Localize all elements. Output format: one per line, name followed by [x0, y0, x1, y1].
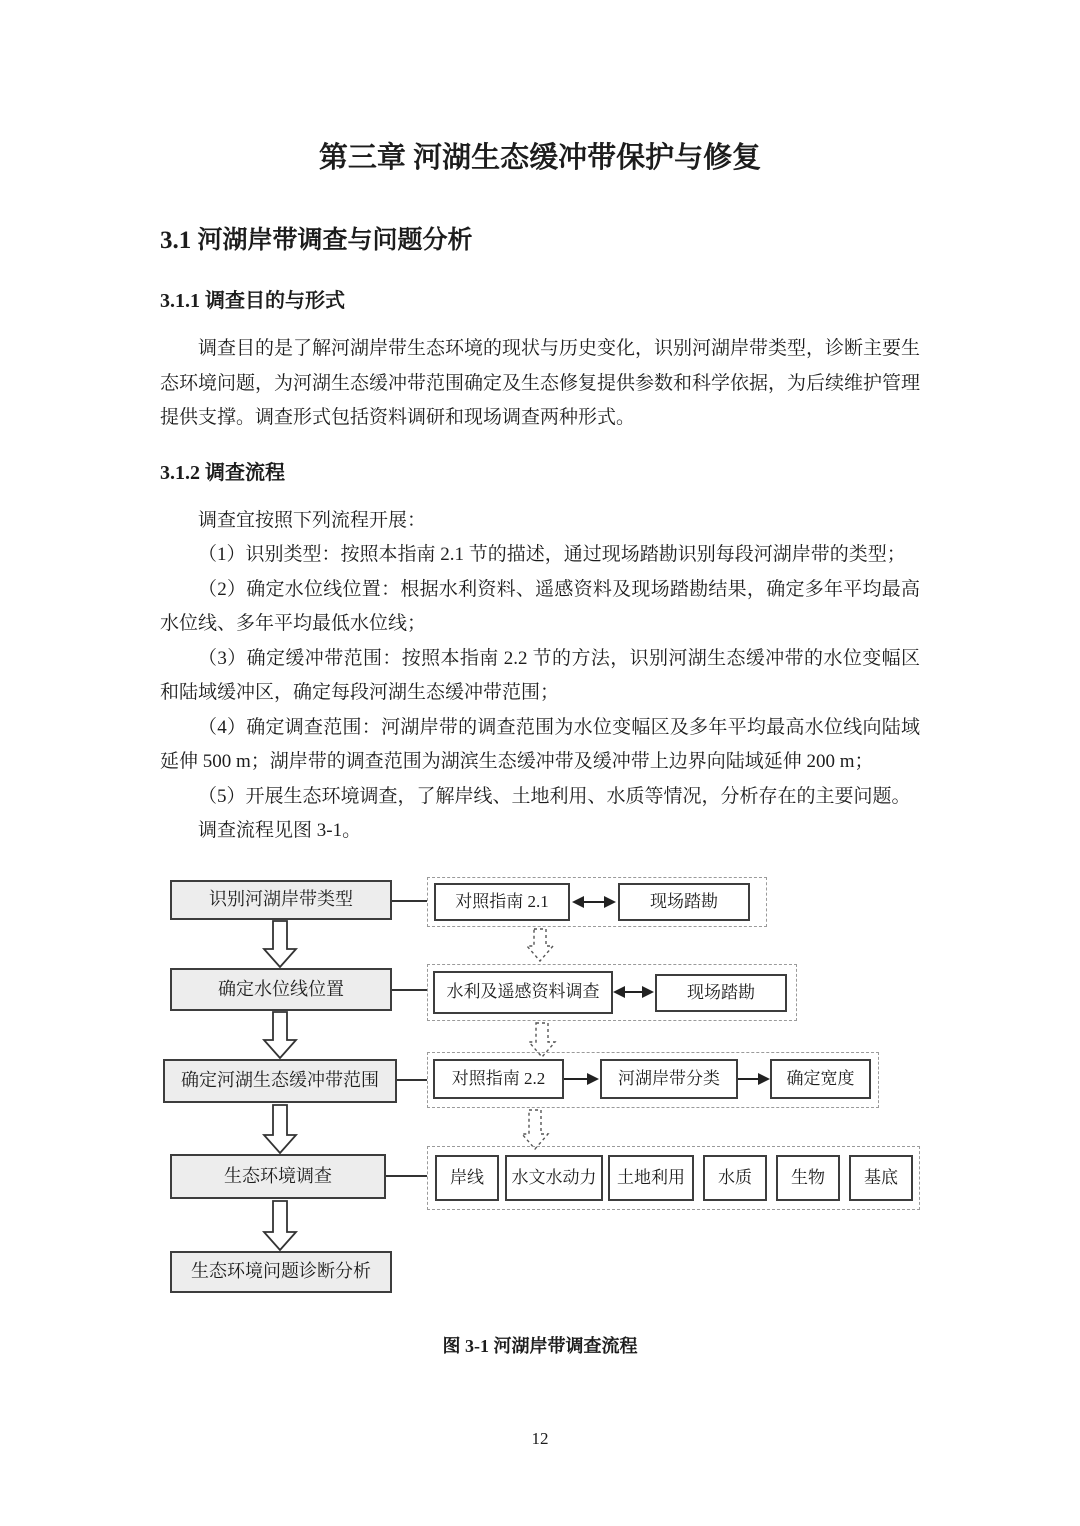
flow-box-determine-width: 确定宽度 — [770, 1059, 871, 1099]
flow-box-refer-guide-2-1: 对照指南 2.1 — [434, 883, 570, 921]
flow-box-problem-diagnosis: 生态环境问题诊断分析 — [170, 1251, 392, 1293]
flow-box-substrate: 基底 — [849, 1155, 913, 1201]
flowchart-figure-3-1 — [160, 873, 930, 1308]
flow-box-eco-environment-survey: 生态环境调查 — [170, 1154, 386, 1199]
dotted-down-arrow — [527, 929, 553, 961]
figure-caption: 图 3-1 河湖岸带调查流程 — [442, 1335, 638, 1356]
flow-box-shoreline-classify: 河湖岸带分类 — [600, 1059, 738, 1099]
flow-box-identify-shoreline-type: 识别河湖岸带类型 — [170, 880, 392, 920]
chapter-title: 第三章 河湖生态缓冲带保护与修复 — [318, 142, 762, 174]
down-arrow — [264, 921, 296, 967]
subsection-title-3-1-2: 3.1.2 调查流程 — [160, 461, 285, 484]
flow-box-hydrodynamics: 水文水动力 — [505, 1155, 603, 1201]
paragraph-see-figure: 调查流程见图 3-1。 — [198, 820, 362, 841]
paragraph-step-2: （2）确定水位线位置：根据水利资料、遥感资料及现场踏勘结果，确定多年平均最高水位线、多年平均最低水位线； — [160, 578, 920, 634]
flow-box-determine-buffer-range: 确定河湖生态缓冲带范围 — [163, 1059, 397, 1103]
paragraph-step-1: （1）识别类型：按照本指南 2.1 节的描述，通过现场踏勘识别每段河湖岸带的类型； — [198, 544, 906, 565]
flow-box-determine-waterline: 确定水位线位置 — [170, 968, 392, 1011]
paragraph-step-5: （5）开展生态环境调查，了解岸线、土地利用、水质等情况，分析存在的主要问题。 — [198, 785, 911, 807]
flow-box-refer-guide-2-2: 对照指南 2.2 — [433, 1059, 564, 1099]
paragraph-step-3: （3）确定缓冲带范围：按照本指南 2.2 节的方法，识别河湖生态缓冲带的水位变幅区和陆域缓冲区，确定每段河湖生态缓冲带范围； — [160, 647, 920, 703]
flow-box-land-use: 土地利用 — [608, 1155, 694, 1201]
page-number: 12 — [531, 1428, 549, 1448]
paragraph-flow-intro: 调查宜按照下列流程开展： — [198, 509, 427, 531]
subsection-title-3-1-1: 3.1.1 调查目的与形式 — [160, 290, 345, 312]
flow-box-water-quality: 水质 — [703, 1155, 767, 1201]
down-arrow — [264, 1012, 296, 1058]
down-arrow — [264, 1201, 296, 1250]
paragraph-step-4: （4）确定调查范围：河湖岸带的调查范围为水位变幅区及多年平均最高水位线向陆域延伸 500 m；湖岸带的调查范围为湖滨生态缓冲带及缓冲带上边界向陆域延伸 200 m； — [160, 716, 920, 772]
flow-box-hydro-remote-data: 水利及遥感资料调查 — [433, 971, 613, 1014]
dotted-down-arrow — [522, 1110, 548, 1149]
down-arrow — [264, 1105, 296, 1153]
flow-box-shoreline: 岸线 — [435, 1155, 499, 1201]
flow-box-site-survey-2: 现场踏勘 — [655, 974, 787, 1012]
section-title-3-1: 3.1 河湖岸带调查与问题分析 — [160, 227, 473, 254]
flow-box-biology: 生物 — [776, 1155, 840, 1201]
paragraph-survey-purpose: 调查目的是了解河湖岸带生态环境的现状与历史变化，识别河湖岸带类型，诊断主要生态环境问题，为河湖生态缓冲带范围确定及生态修复提供参数和科学依据，为后续维护管理提供支撑。调查形式包括资料调研和现场调查两种形式。 — [160, 338, 921, 428]
flow-box-site-survey-1: 现场踏勘 — [618, 883, 750, 921]
